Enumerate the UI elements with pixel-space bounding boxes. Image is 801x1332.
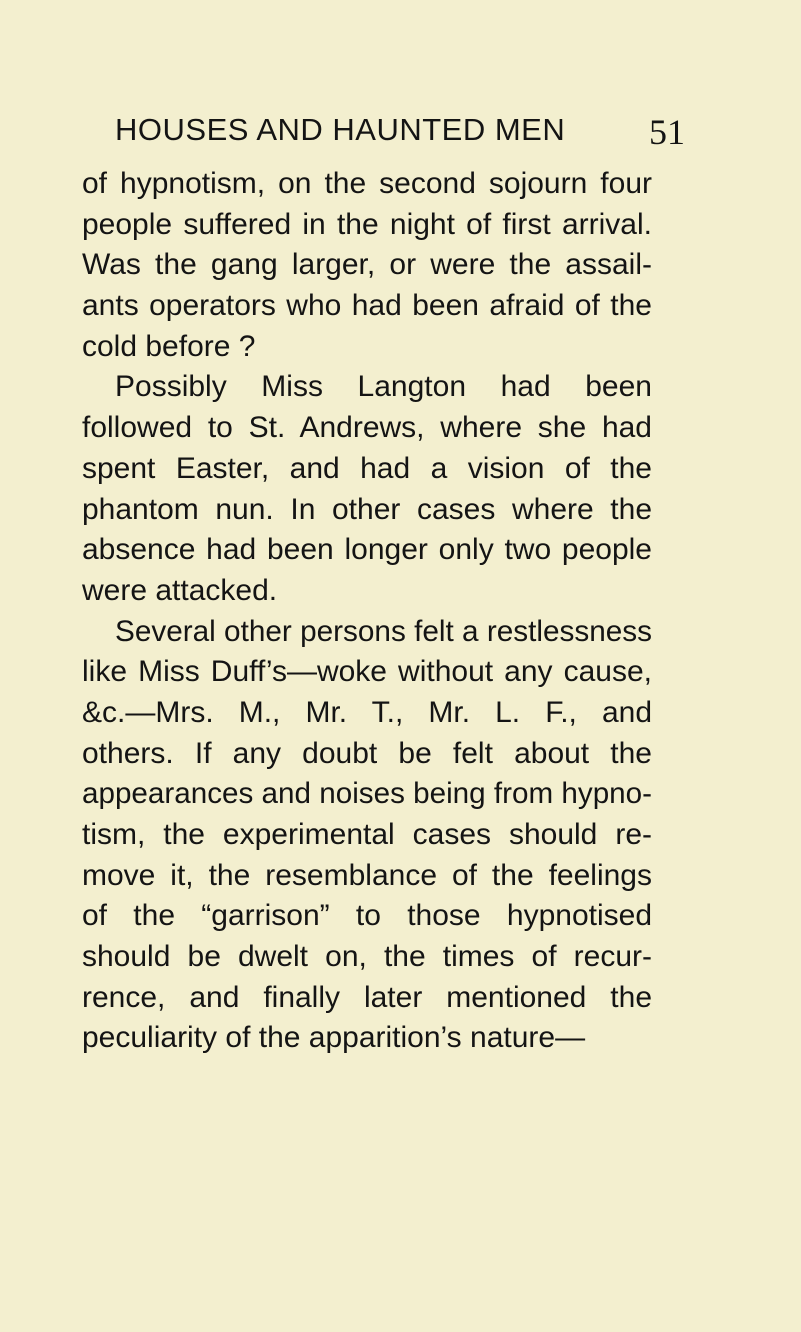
text-line: others. If any doubt be felt about the [82,736,652,770]
text-line: peculiarity of the apparition’s nature— [82,1021,586,1055]
text-line: like Miss Duff’s—woke without any cause, [82,655,652,689]
text-line: cold before ? [82,329,256,363]
page-number: 51 [649,112,685,152]
text-line: Several other persons felt a restlessness [115,614,652,648]
text-line: should be dwelt on, the times of recur- [82,940,652,974]
text-line: appearances and noises being from hypno- [82,777,652,811]
text-line: phantom nun. In other cases where the [82,492,652,526]
body-text [82,164,652,1059]
text-line: of hypnotism, on the second sojourn four [82,167,652,200]
text-line: Possibly Miss Langton had been [115,370,652,404]
text-line: move it, the resemblance of the feelings [82,858,652,892]
text-line: spent Easter, and had a vision of the [82,451,652,485]
text-line: &c.—Mrs. M., Mr. T., Mr. L. F., and [82,695,652,729]
text-line: of the “garrison” to those hypnotised [82,899,652,933]
text-line: rence, and finally later mentioned the [82,980,652,1014]
text-line: Was the gang larger, or were the assail- [82,248,652,282]
text-line: ants operators who had been afraid of the [82,289,652,323]
text-line: followed to St. Andrews, where she had [82,411,652,445]
running-head [115,110,685,160]
text-line: absence had been longer only two people [82,533,652,567]
text-line: people suffered in the night of first arrival. [82,207,652,241]
text-line: were attacked. [82,573,278,607]
text-line: tism, the experimental cases should re- [82,818,652,851]
running-head-title: HOUSES AND HAUNTED MEN [115,112,566,147]
